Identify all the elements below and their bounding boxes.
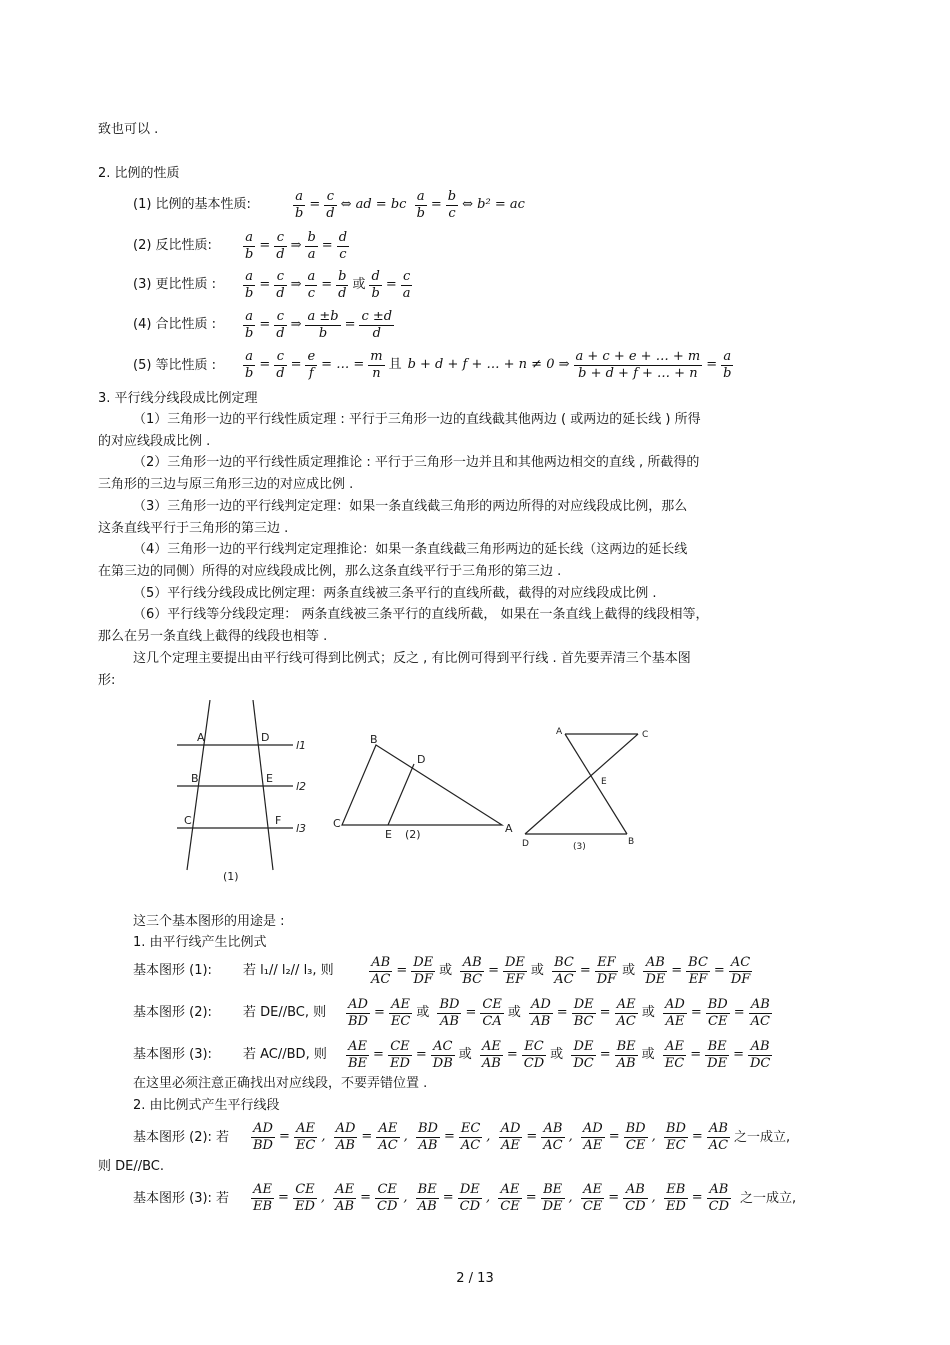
prop3-eq: $\frac{a}{b}$ = $\frac{c}{d}$ ⇒ $\frac{a}{c}$ = $\frac{b}{d}$ 或 $\frac{d}{b}$ = $\frac{c}{a}$: [245, 268, 411, 301]
fig1-transversal-left: [187, 700, 210, 870]
figure-1: [165, 700, 325, 890]
thm2-line1: （2）三角形一边的平行线性质定理推论 : 平行于三角形一边并且和其他两边相交的直线 , 所截得的: [133, 455, 700, 470]
prop4-label: (4) 合比性质 :: [133, 317, 217, 332]
thm3-line1: （3）三角形一边的平行线判定定理：如果一条直线截三角形的两边所得的对应线段成比例，那么: [133, 499, 688, 514]
thm1-line1: （1）三角形一边的平行线性质定理 : 平行于三角形一边的直线截其他两边 ( 或两边的延长线 ) 所得: [133, 412, 701, 427]
thm4-line2: 在第三边的同侧）所得的对应线段成比例，那么这条直线平行于三角形的第三边 .: [98, 564, 562, 579]
sec2-title: 2. 比例的性质: [98, 166, 180, 181]
basic1-label: 基本图形 (1):: [133, 963, 212, 978]
fig2-line-de: [388, 764, 414, 825]
thm2-line2: 三角形的三边与原三角形三边的对应成比例 .: [98, 477, 354, 492]
prop2-eq: $\frac{a}{b}$ = $\frac{c}{d}$ ⇒ $\frac{b}{a}$ = $\frac{d}{c}$: [245, 229, 348, 262]
fig3-label-b: B: [628, 837, 635, 847]
fig2-label-a: A: [505, 822, 513, 835]
basic3-eqs: $\frac{AE}{BE}$ = $\frac{CE}{ED}$ = $\frac{AC}{DB}$ 或 $\frac{AE}{AB}$ = $\frac{EC}{CD}$ 或 $\frac{DE}{DC}$ = $\frac{BE}{AB}$ 或 $\frac{AE}{EC}$ = $\frac{BE}{DE}$ = $\frac{AB}{DC}$: [348, 1038, 771, 1071]
prop3-label: (3) 更比性质 :: [133, 277, 217, 292]
fig1-caption: (1): [223, 870, 239, 883]
uses-heading-1: 1. 由平行线产生比例式: [133, 935, 267, 950]
fig1-label-b: B: [191, 772, 199, 785]
thm6-line1: （6）平行线等分线段定理： 两条直线被三条平行的直线所截， 如果在一条直线上截得的线段相等，: [133, 607, 709, 622]
basic2-cond: 若 DE//BC, 则: [243, 1005, 327, 1020]
basic1-cond: 若 l₁// l₂// l₃, 则: [243, 963, 334, 978]
fig1-label-l1: l1: [296, 739, 307, 752]
figure-3: [515, 722, 665, 852]
fig1-label-e: E: [266, 772, 273, 785]
fig1-label-c: C: [184, 814, 192, 827]
fig3-label-d: D: [522, 839, 529, 849]
cond2-label: 基本图形 (2): 若: [133, 1130, 230, 1145]
fig1-label-d: D: [261, 731, 270, 744]
fig3-caption: (3): [573, 842, 586, 852]
basic2-eqs: $\frac{AD}{BD}$ = $\frac{AE}{EC}$ 或 $\frac{BD}{AB}$ = $\frac{CE}{CA}$ 或 $\frac{AD}{AB}$ = $\frac{DE}{BC}$ = $\frac{AE}{AC}$ 或 $\frac{AD}{AE}$ = $\frac{BD}{CE}$ = $\frac{AB}{AC}$: [348, 996, 770, 1029]
figure-2: [330, 728, 520, 853]
prop5-label: (5) 等比性质 :: [133, 358, 217, 373]
basic3-label: 基本图形 (3):: [133, 1047, 212, 1062]
cond3-label: 基本图形 (3): 若: [133, 1191, 230, 1206]
cond3-tail: 之一成立,: [740, 1191, 797, 1206]
basic2-label: 基本图形 (2):: [133, 1005, 212, 1020]
fig2-caption: (2): [405, 828, 421, 841]
fig2-label-e: E: [385, 828, 392, 841]
fig3-label-e: E: [601, 777, 607, 787]
cond2-eqs: $\frac{AD}{BD}$ = $\frac{AE}{EC}$ , $\frac{AD}{AB}$ = $\frac{AE}{AC}$ , $\frac{BD}{AB}$ = $\frac{EC}{AC}$ , $\frac{AD}{AE}$ = $\frac{AB}{AC}$ , $\frac{AD}{AE}$ = $\frac{BD}{CE}$ , $\frac{BD}{EC}$ = $\frac{AB}{AC}$: [253, 1120, 729, 1153]
thm1-line2: 的对应线段成比例 .: [98, 434, 211, 449]
basic3-cond: 若 AC//BD, 则: [243, 1047, 327, 1062]
fig1-label-a: A: [197, 731, 205, 744]
cond2-tail: 之一成立,: [734, 1130, 791, 1145]
thm5-line: （5）平行线分线段成比例定理：两条直线被三条平行的直线所截，截得的对应线段成比例 .: [133, 586, 657, 601]
prop4-eq: $\frac{a}{b}$ = $\frac{c}{d}$ ⇒ $\frac{a \pm b}{b}$ = $\frac{c \pm d}{d}$: [245, 308, 393, 341]
cond3-eqs: $\frac{AE}{EB}$ = $\frac{CE}{ED}$ , $\frac{AE}{AB}$ = $\frac{CE}{CD}$ , $\frac{BE}{AB}$ = $\frac{DE}{CD}$ , $\frac{AE}{CE}$ = $\frac{BE}{DE}$ , $\frac{AE}{CE}$ = $\frac{AB}{CD}$ , $\frac{EB}{ED}$ = $\frac{AB}{CD}$: [253, 1181, 730, 1214]
fig1-label-f: F: [275, 814, 282, 827]
summary-line2: 形:: [98, 673, 116, 688]
uses-heading-2: 2. 由比例式产生平行线段: [133, 1098, 280, 1113]
prop5-eq: $\frac{a}{b}$ = $\frac{c}{d}$ = $\frac{e}{f}$ = … = $\frac{m}{n}$ 且 b + d + f + … + n ≠ 0 ⇒ $\frac{a + c + e + \dots + m}{b + d + f + \dots + n}$ = $\frac{a}{b}$: [245, 348, 732, 381]
basic1-eqs: $\frac{AB}{AC}$ = $\frac{DE}{DF}$ 或 $\frac{AB}{BC}$ = $\frac{DE}{EF}$ 或 $\frac{BC}{AC}$ = $\frac{EF}{DF}$ 或 $\frac{AB}{DE}$ = $\frac{BC}{EF}$ = $\frac{AC}{DF}$: [371, 954, 751, 987]
uses-note: 在这里必须注意正确找出对应线段，不要弄错位置 .: [133, 1076, 428, 1091]
prop2-label: (2) 反比性质:: [133, 238, 212, 253]
prop1-eq: $\frac{a}{b}$ = $\frac{c}{d}$ ⇔ ad = bc $\frac{a}{b}$ = $\frac{b}{c}$ ⇔ b² = ac: [295, 188, 525, 221]
fig1-label-l3: l3: [296, 822, 307, 835]
summary-line1: 这几个定理主要提出由平行线可得到比例式；反之 , 有比例可得到平行线 . 首先要弄清三个基本图: [133, 651, 691, 666]
fig3-label-c: C: [642, 730, 649, 740]
fig1-label-l2: l2: [296, 780, 307, 793]
thm4-line1: （4）三角形一边的平行线判定定理推论：如果一条直线截三角形两边的延长线（这两边的延长线: [133, 542, 688, 557]
fig3-line-cd: [525, 734, 638, 834]
intro-tail: 致也可以 .: [98, 122, 159, 137]
fig3-label-a: A: [556, 727, 563, 737]
cond2-conclusion: 则 DE//BC.: [98, 1159, 165, 1174]
fig2-label-c: C: [333, 817, 341, 830]
fig1-transversal-right: [253, 700, 273, 870]
uses-intro: 这三个基本图形的用途是 :: [133, 914, 285, 929]
prop1-label: (1) 比例的基本性质:: [133, 197, 251, 212]
sec3-title: 3. 平行线分线段成比例定理: [98, 391, 258, 406]
thm6-line2: 那么在另一条直线上截得的线段也相等 .: [98, 629, 328, 644]
page-number: 2 / 13: [456, 1271, 494, 1286]
thm3-line2: 这条直线平行于三角形的第三边 .: [98, 521, 289, 536]
fig3-line-ab: [565, 734, 627, 834]
fig2-label-d: D: [417, 753, 426, 766]
fig2-label-b: B: [370, 733, 378, 746]
